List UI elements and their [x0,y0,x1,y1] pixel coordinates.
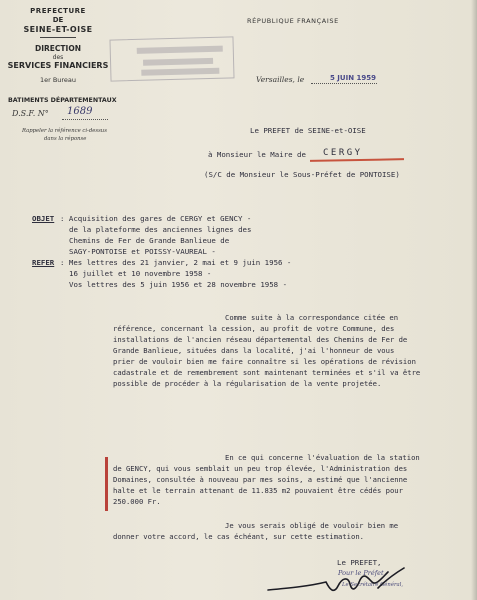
date-dotted [311,83,377,84]
signature-secretaire: Le Secrétaire Général, [342,582,404,588]
seine-et-oise-label: SEINE-ET-OISE [23,25,93,34]
des-label: des [52,54,64,61]
bureau-label: 1er Bureau [39,76,77,84]
place-label: Versailles, le [256,75,305,84]
p3-line-2: donner votre accord, le cas échéant, sur cette estimation. [113,532,364,541]
handwritten-signature [260,560,420,600]
dsf-dotted [62,119,108,120]
to-prefix: à Monsieur le Maire de [208,150,306,159]
header-rule [40,37,76,38]
page-edge-shadow [471,0,477,600]
via-line: (S/C de Monsieur le Sous-Préfet de PONTOISE) [204,170,400,179]
p2-line-5: 250.000 Fr. [113,497,161,506]
refer-line-2: 16 juillet et 10 novembre 1958 - [69,269,212,278]
objet-label: OBJET [32,214,55,223]
refer-label: REFER [32,258,55,267]
date-stamp: 5 JUIN 1959 [330,74,376,82]
to-city: CERGY [323,148,363,158]
republique-label: RÉPUBLIQUE FRANÇAISE [247,17,339,25]
batiments-label: BATIMENTS DÉPARTEMENTAUX [8,97,117,104]
de-label: DE [52,16,64,24]
services-financiers-label: SERVICES FINANCIERS [7,61,109,70]
p1-line-2: référence, concernant la cession, au profit de votre Commune, des [113,324,395,333]
objet-line-3: Chemins de Fer de Grande Banlieue de [69,236,230,245]
p2-line-2: de GENCY, qui vous semblait un peu trop élevée, l'Administration des [113,464,408,473]
dsf-label: D.S.F. N° [12,109,49,118]
objet-line-1: : Acquisition des gares de CERGY et GENCY - [60,214,252,223]
from-line: Le PREFET de SEINE-et-OISE [250,126,366,135]
direction-label: DIRECTION [35,44,81,53]
refer-line-3: Vos lettres des 5 juin 1956 et 28 novembre 1958 - [69,280,288,289]
prefecture-label: PREFECTURE [30,7,86,15]
refer-line-1: : Mes lettres des 21 janvier, 2 mai et 9 juin 1956 - [60,258,292,267]
p1-line-4: Grande Banlieue, situées dans la localité, j'ai l'honneur de vous [113,346,395,355]
p3-line-1: Je vous serais obligé de vouloir bien me [225,521,399,530]
red-margin-mark [105,457,108,511]
objet-line-4: SAGY-PONTOISE et POISSY-VAUREAL - [69,247,216,256]
dsf-number: 1689 [67,106,93,117]
red-underline-mark [310,158,404,162]
p1-line-6: cadastrale et de remembrement sont maintenant terminées et s'il va être [113,368,421,377]
signature-pour: Pour le Préfet, [338,569,386,577]
p1-line-1: Comme suite à la correspondance citée en [225,313,399,322]
p2-line-3: Domaines, consultée à nouveau par mes soins, a estimé que l'ancienne [113,475,408,484]
signature-title: Le PREFET, [337,558,382,567]
rappeler-line-2: dans la réponse [44,136,87,142]
p2-line-1: En ce qui concerne l'évaluation de la station [225,453,420,462]
rappeler-line-1: Rappeler la référence ci-dessus [22,128,107,134]
received-stamp [109,36,234,81]
p1-line-7: possible de procéder à la régularisation de la vente projetée. [113,379,382,388]
objet-line-2: de la plateforme des anciennes lignes des [69,225,252,234]
p1-line-5: prier de vouloir bien me faire connaître si les opérations de révision [113,357,416,366]
p2-line-4: halte et le terrain attenant de 11.835 m2 pouvaient être cédés pour [113,486,403,495]
p1-line-3: installations de l'ancien réseau départemental des Chemins de Fer de [113,335,408,344]
